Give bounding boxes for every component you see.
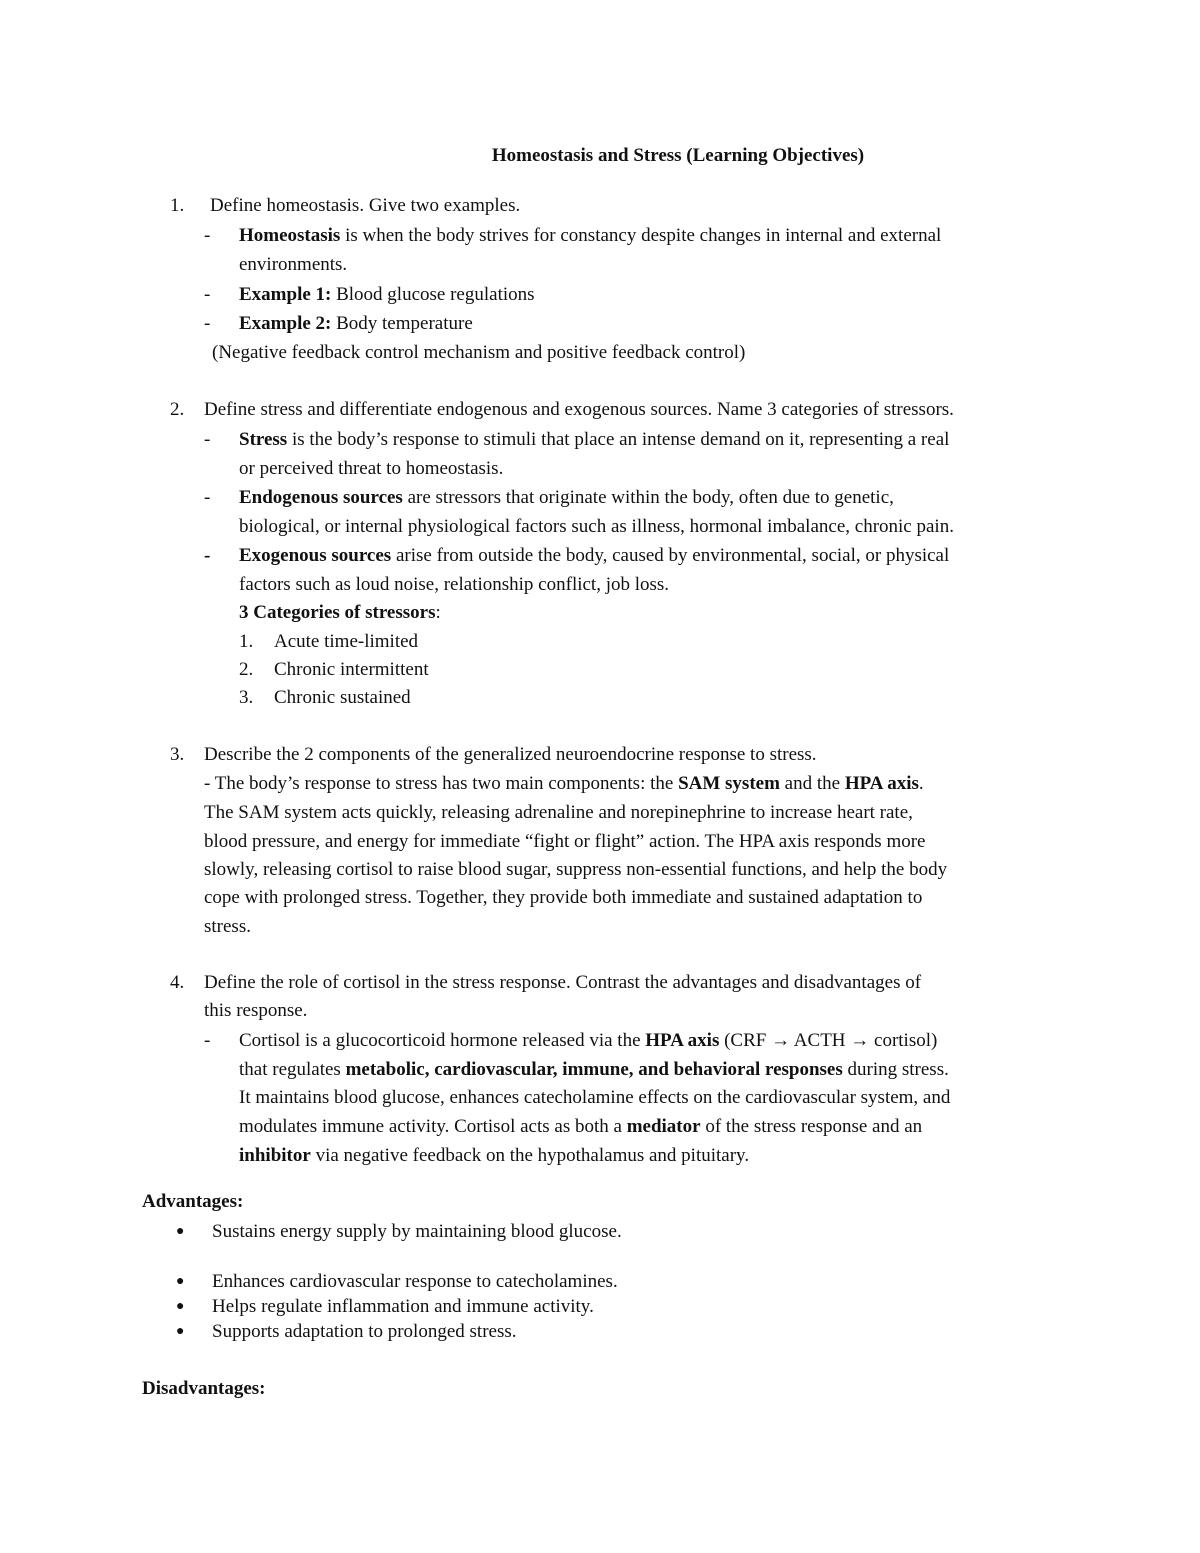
categories-heading-label: 3 Categories of stressors	[239, 602, 436, 623]
question-number: 4.	[170, 972, 185, 993]
example-text: Body temperature	[331, 313, 473, 334]
answer-line: The SAM system acts quickly, releasing adrenaline and norepinephrine to increase heart rate,	[204, 802, 913, 823]
term: metabolic, cardiovascular, immune, and behavioral responses	[345, 1059, 843, 1080]
list-item: Supports adaptation to prolonged stress.	[212, 1321, 517, 1342]
term: Endogenous sources	[239, 487, 403, 508]
answer-line: slowly, releasing cortisol to raise blood sugar, suppress non-essential functions, and help the body	[204, 859, 948, 880]
note-text: (Negative feedback control mechanism and positive feedback control)	[212, 342, 746, 363]
list-item-number: 3.	[239, 687, 254, 708]
answer-line: environments.	[239, 254, 348, 275]
answer-text: (CRF → ACTH → cortisol)	[719, 1030, 938, 1051]
term: Homeostasis	[239, 225, 341, 246]
page-title: Homeostasis and Stress (Learning Objectives)	[491, 145, 865, 166]
answer-line: biological, or internal physiological factors such as illness, hormonal imbalance, chronic pain.	[239, 516, 954, 537]
dash-marker: -	[204, 313, 211, 334]
answer-line	[239, 429, 949, 451]
bullet-icon: ●	[176, 1274, 185, 1289]
term: mediator	[626, 1116, 701, 1137]
question-text: Define homeostasis. Give two examples.	[210, 195, 521, 216]
disadvantages-heading: Disadvantages:	[142, 1378, 266, 1399]
answer-line: factors such as loud noise, relationship conflict, job loss.	[239, 574, 670, 595]
colon: :	[435, 602, 441, 623]
dash-marker: -	[204, 284, 211, 305]
answer-line	[239, 313, 473, 335]
answer-line	[239, 225, 941, 247]
answer-text: of the stress response and an	[700, 1116, 923, 1137]
definition-text: is the body’s response to stimuli that place an intense demand on it, representing a real	[287, 429, 950, 450]
answer-text: that regulates	[239, 1059, 346, 1080]
answer-text: - The body’s response to stress has two main components: the	[204, 773, 679, 794]
dash-marker: -	[204, 429, 211, 450]
question-text: Define the role of cortisol in the stress response. Contrast the advantages and disadvantages of	[204, 972, 922, 993]
question-number: 3.	[170, 744, 185, 765]
categories-heading	[239, 602, 441, 624]
list-item: Chronic sustained	[274, 687, 411, 708]
answer-line	[239, 545, 949, 567]
question-text: Define stress and differentiate endogenous and exogenous sources. Name 3 categories of stressors.	[204, 399, 954, 420]
term: HPA axis	[844, 773, 919, 794]
example-text: Blood glucose regulations	[331, 284, 535, 305]
answer-line	[239, 284, 535, 306]
definition-text: is when the body strives for constancy despite changes in internal and external	[340, 225, 942, 246]
question-number: 2.	[170, 399, 185, 420]
term: inhibitor	[239, 1145, 311, 1166]
advantages-heading: Advantages:	[142, 1191, 244, 1212]
dash-marker: -	[204, 545, 211, 566]
answer-line	[239, 1030, 937, 1052]
question-text: this response.	[204, 1000, 308, 1021]
dash-marker: -	[204, 1030, 211, 1051]
definition-text: are stressors that originate within the body, often due to genetic,	[402, 487, 894, 508]
answer-line	[239, 1116, 922, 1138]
bullet-icon: ●	[176, 1324, 185, 1339]
answer-text: .	[918, 773, 924, 794]
answer-text: during stress.	[842, 1059, 949, 1080]
answer-line	[239, 1059, 949, 1081]
answer-line: It maintains blood glucose, enhances catecholamine effects on the cardiovascular system, and	[239, 1087, 951, 1108]
list-item: Sustains energy supply by maintaining blood glucose.	[212, 1221, 622, 1242]
answer-line: or perceived threat to homeostasis.	[239, 458, 504, 479]
bullet-icon: ●	[176, 1224, 185, 1239]
list-item: Helps regulate inflammation and immune activity.	[212, 1296, 594, 1317]
bullet-icon: ●	[176, 1299, 185, 1314]
list-item: Enhances cardiovascular response to catecholamines.	[212, 1271, 618, 1292]
term: Example 2:	[239, 313, 332, 334]
question-text: Describe the 2 components of the generalized neuroendocrine response to stress.	[204, 744, 817, 765]
answer-line	[204, 773, 924, 795]
definition-text: arise from outside the body, caused by environmental, social, or physical	[391, 545, 950, 566]
answer-line	[239, 487, 894, 509]
dash-marker: -	[204, 487, 211, 508]
answer-text: via negative feedback on the hypothalamus and pituitary.	[310, 1145, 750, 1166]
answer-text: and the	[779, 773, 845, 794]
term: Stress	[239, 429, 288, 450]
term: Exogenous sources	[239, 545, 392, 566]
answer-line: cope with prolonged stress. Together, they provide both immediate and sustained adaptation to	[204, 887, 923, 908]
question-number: 1.	[170, 195, 185, 216]
dash-marker: -	[204, 225, 211, 246]
answer-line: blood pressure, and energy for immediate “fight or flight” action. The HPA axis responds more	[204, 831, 926, 852]
list-item-number: 1.	[239, 631, 254, 652]
answer-line: stress.	[204, 916, 251, 937]
list-item-number: 2.	[239, 659, 254, 680]
answer-text: Cortisol is a glucocorticoid hormone released via the	[239, 1030, 646, 1051]
answer-text: modulates immune activity. Cortisol acts as both a	[239, 1116, 627, 1137]
list-item: Acute time-limited	[274, 631, 419, 652]
answer-line	[239, 1145, 749, 1167]
list-item: Chronic intermittent	[274, 659, 429, 680]
term: SAM system	[678, 773, 780, 794]
term: HPA axis	[645, 1030, 720, 1051]
term: Example 1:	[239, 284, 332, 305]
